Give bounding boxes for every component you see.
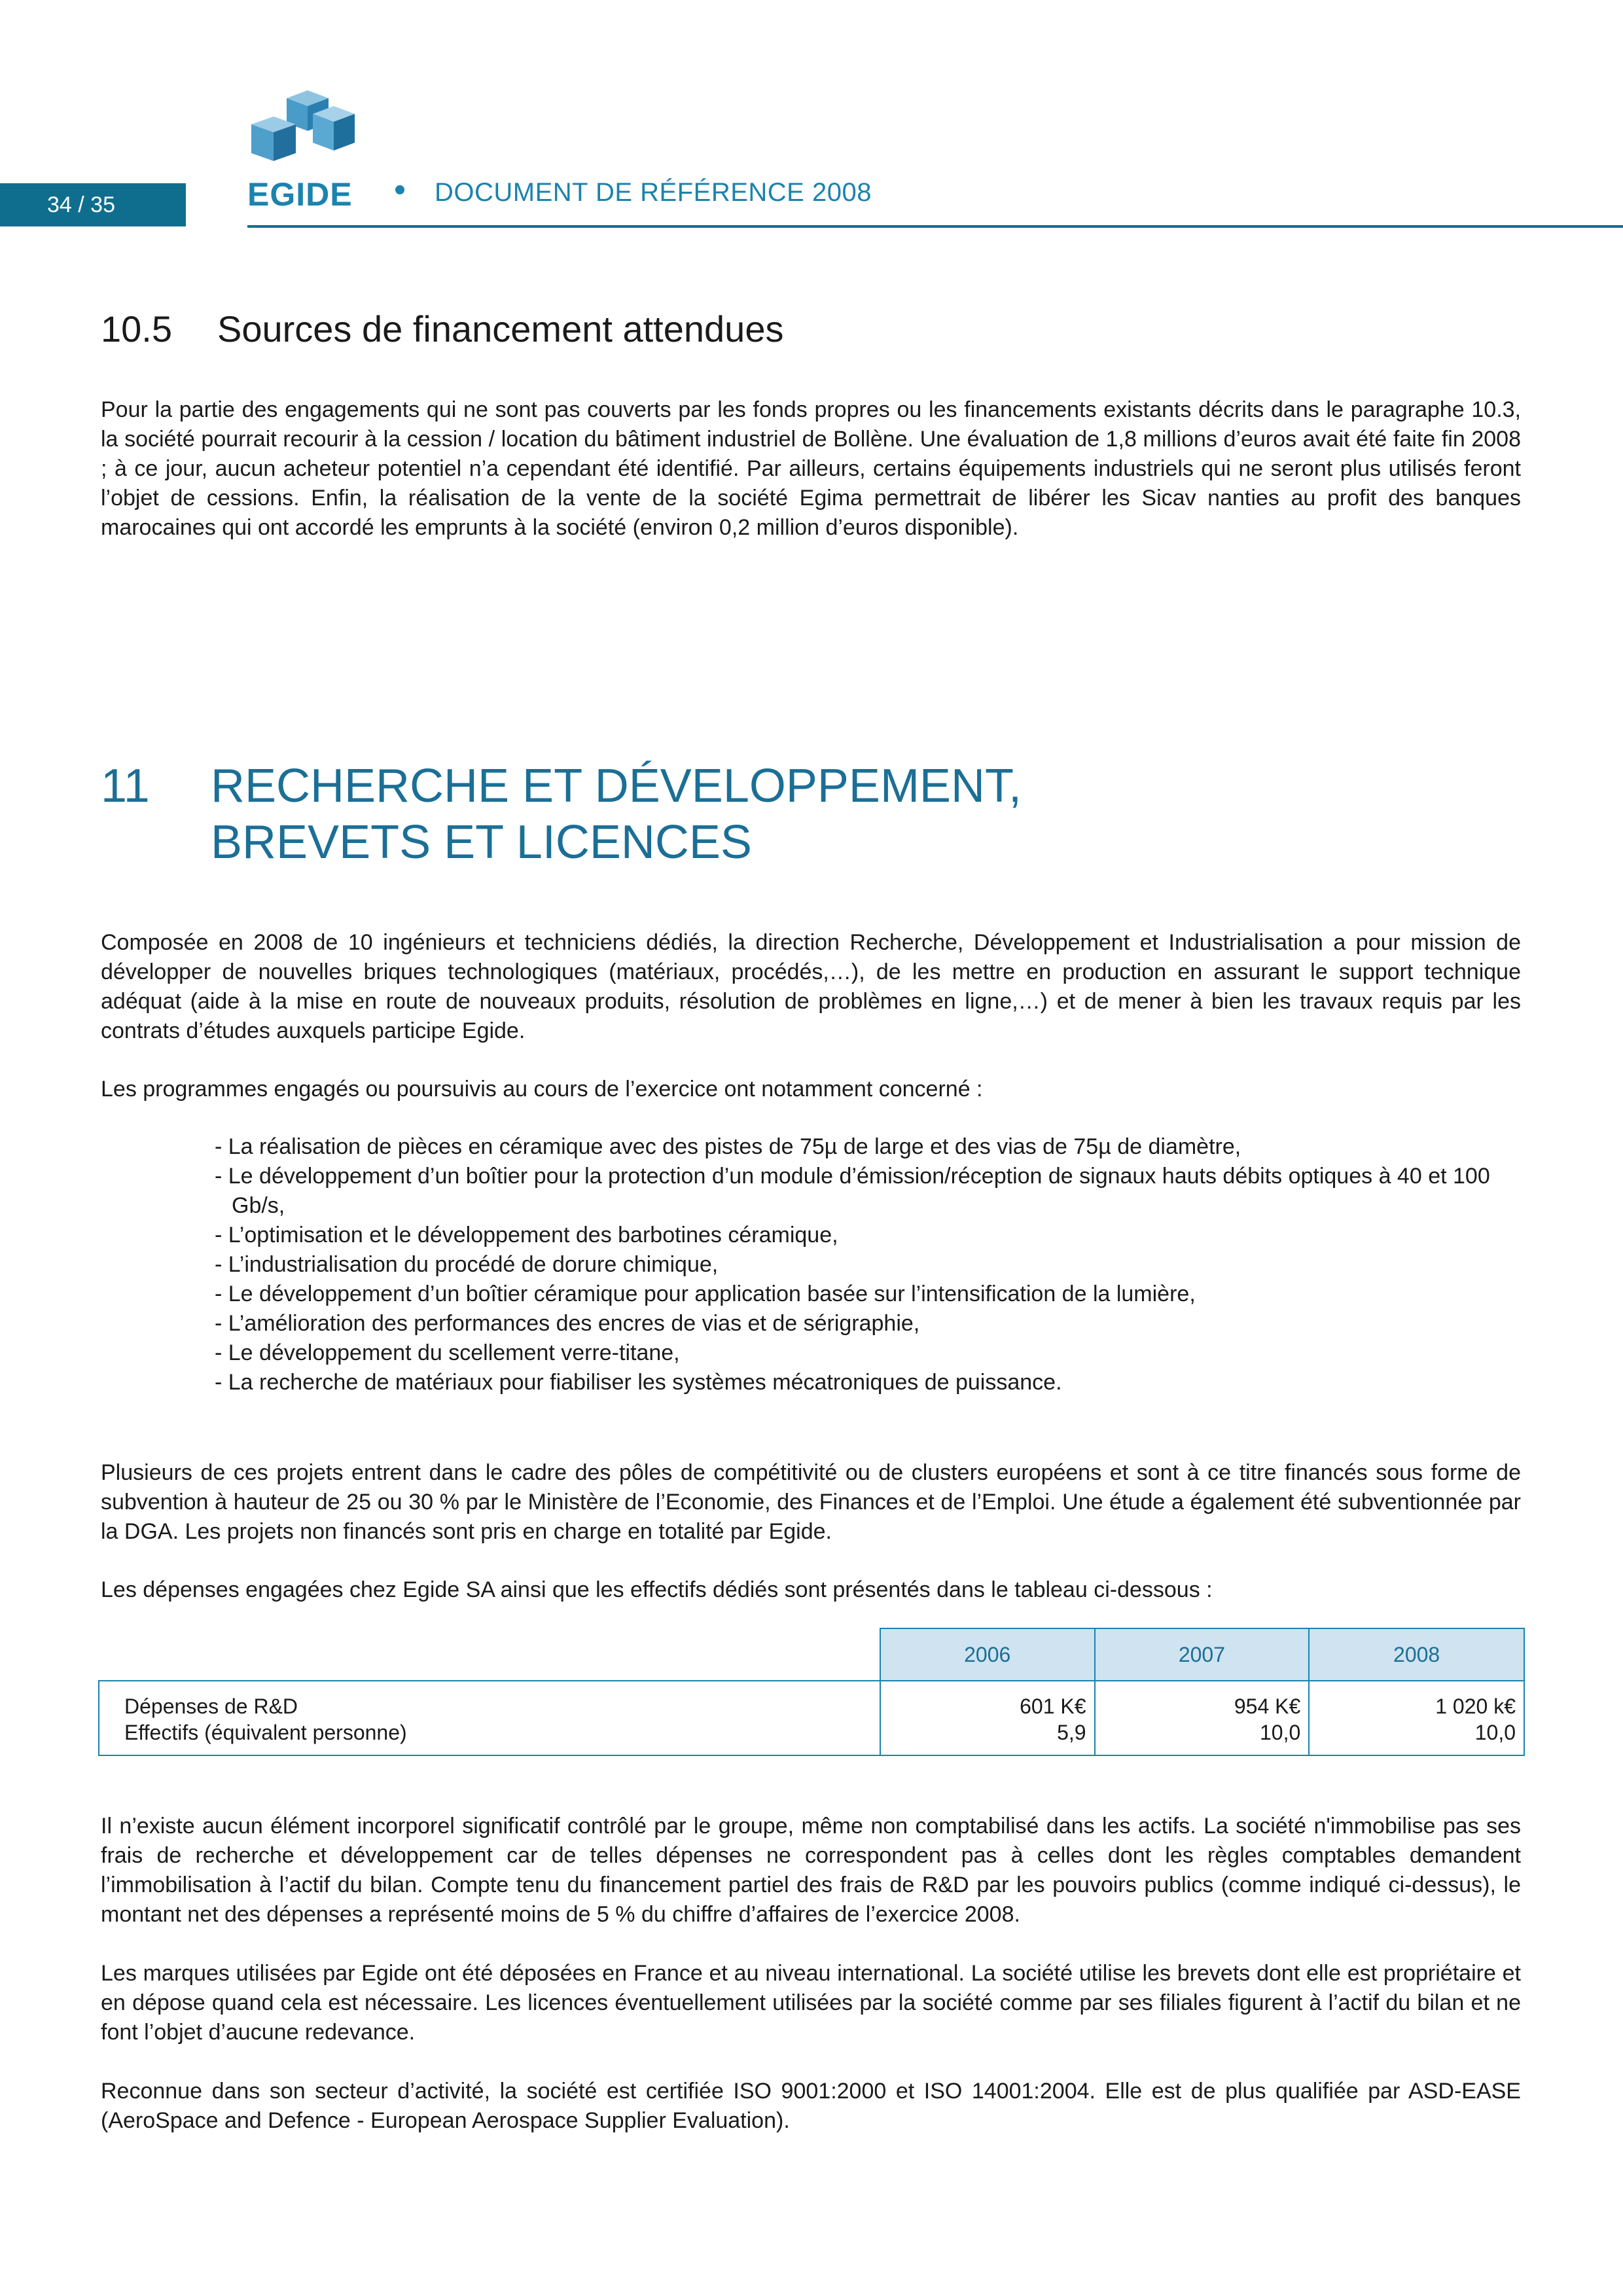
- table-cell-2006: [880, 1681, 1095, 1755]
- section-11-title-line2: BREVETS ET LICENCES: [211, 816, 752, 869]
- table-header-year: 2006: [880, 1628, 1095, 1681]
- depenses-value: 954 K€: [1234, 1695, 1301, 1718]
- list-item: - L’industrialisation du procédé de dorure chimique,: [215, 1252, 719, 1277]
- table-row-labels: [99, 1681, 880, 1755]
- table-cell-2007: [1095, 1681, 1310, 1755]
- depenses-value: 601 K€: [1020, 1695, 1086, 1718]
- rd-table: [98, 1628, 1525, 1756]
- section-10-5-number: 10.5: [101, 308, 172, 350]
- page-number-badge: 34 / 35: [0, 183, 186, 226]
- effectifs-value: 5,9: [1057, 1721, 1086, 1744]
- intangibles-paragraph: Il n’existe aucun élément incorporel significatif contrôlé par le groupe, même non comptabilisé dans les actifs. La société n'immobilise pas ses frais de recherche et développement car de telles dépenses ne correspondent pas à celles dont les règles comptables demandent l’immobilisation à l’actif du bilan. Compte tenu du financement partiel des frais de R&D par les pouvoirs publics (comme indiqué ci-dessus), le montant net des dépenses a représenté moins de 5 % du chiffre d’affaires de l’exercice 2008.: [101, 1814, 1521, 1927]
- effectifs-value: 10,0: [1259, 1721, 1301, 1744]
- list-item: - Le développement d’un boîtier pour la protection d’un module d’émission/réception de signaux hauts débits optiques à 40 et 100 Gb/s,: [215, 1164, 1490, 1218]
- list-item: - Le développement d’un boîtier céramique pour application basée sur l’intensification de la lumière,: [215, 1282, 1196, 1306]
- funding-paragraph: Plusieurs de ces projets entrent dans le cadre des pôles de compétitivité ou de clusters européens et sont à ce titre financés sous forme de subvention à hauteur de 25 ou 30 % par le Ministère de l’Economie, des Finances et de l’Emploi. Une étude a également été subventionnée par la DGA. Les projets non financés sont pris en charge en totalité par Egide.: [101, 1460, 1521, 1544]
- programs-intro: Les programmes engagés ou poursuivis au cours de l’exercice ont notamment concerné :: [101, 1077, 983, 1102]
- egide-logo-text: EGIDE: [247, 176, 353, 213]
- section-10-5-heading: [101, 308, 783, 350]
- section-10-5-title: Sources de financement attendues: [217, 308, 784, 350]
- financing-paragraph: Pour la partie des engagements qui ne sont pas couverts par les fonds propres ou les financements existants décrits dans le paragraphe 10.3, la société pourrait recourir à la cession / location du bâtiment industriel de Bollène. Une évaluation de 1,8 millions d’euros avait été faite fin 2008 ; à ce jour, aucun acheteur potentiel n’a cependant été identifié. Par ailleurs, certains équipements industriels qui ne seront plus utilisés feront l’objet de cessions. Enfin, la réalisation de la vente de la société Egima permettrait de libérer les Sicav nanties au profit des banques marocaines qui ont accordé les emprunts à la société (environ 0,2 million d’euros disponible).: [101, 397, 1521, 540]
- rd-intro-paragraph: Composée en 2008 de 10 ingénieurs et techniciens dédiés, la direction Recherche, Développement et Industrialisation a pour mission de développer de nouvelles briques technologiques (matériaux, procédés,…), de les mettre en production en assurant le support technique adéquat (aide à la mise en route de nouveaux produits, résolution de problèmes en ligne,…) et de mener à bien les travaux requis par les contrats d’études auxquels participe Egide.: [101, 930, 1521, 1043]
- certification-paragraph: Reconnue dans son secteur d’activité, la société est certifiée ISO 9001:2000 et ISO 14001:2004. Elle est de plus qualifiée par ASD-EASE (AeroSpace and Defence - European Aerospace Supplier Evaluation).: [101, 2079, 1521, 2133]
- list-item: - Le développement du scellement verre-titane,: [215, 1340, 680, 1365]
- list-item: - L’optimisation et le développement des barbotines céramique,: [215, 1223, 838, 1247]
- list-item: - La réalisation de pièces en céramique avec des pistes de 75µ de large et des vias de 75µ de diamètre,: [215, 1134, 1241, 1159]
- header-bullet: [395, 185, 404, 194]
- section-11-title-line1: RECHERCHE ET DÉVELOPPEMENT,: [211, 760, 1022, 812]
- header-divider: [247, 225, 1623, 228]
- table-row: [99, 1681, 1524, 1755]
- list-item: - La recherche de matériaux pour fiabiliser les systèmes mécatroniques de puissance.: [215, 1370, 1062, 1395]
- effectifs-value: 10,0: [1474, 1721, 1516, 1744]
- list-item: - L’amélioration des performances des encres de vias et de sérigraphie,: [215, 1311, 920, 1336]
- table-header-row: [99, 1628, 1524, 1681]
- table-header-year: 2008: [1309, 1628, 1524, 1681]
- programs-list: [215, 1132, 1521, 1397]
- table-header-blank: [99, 1628, 880, 1681]
- section-11-number: 11: [101, 760, 150, 812]
- depenses-value: 1 020 k€: [1435, 1695, 1516, 1718]
- table-cell-2008: [1309, 1681, 1524, 1755]
- row-label-effectifs: Effectifs (équivalent personne): [124, 1721, 407, 1744]
- brands-paragraph: Les marques utilisées par Egide ont été déposées en France et au niveau international. La société utilise les brevets dont elle est propriétaire et en dépose quand cela est nécessaire. Les licences éventuellement utilisées par la société comme par ses filiales figurent à l’actif du bilan et ne font l’objet d’aucune redevance.: [101, 1961, 1521, 2045]
- table-intro: Les dépenses engagées chez Egide SA ainsi que les effectifs dédiés sont présentés dans le tableau ci-dessous :: [101, 1577, 1213, 1602]
- document-title: DOCUMENT DE RÉFÉRENCE 2008: [435, 178, 872, 207]
- row-label-depenses: Dépenses de R&D: [124, 1695, 298, 1718]
- table-header-year: 2007: [1095, 1628, 1310, 1681]
